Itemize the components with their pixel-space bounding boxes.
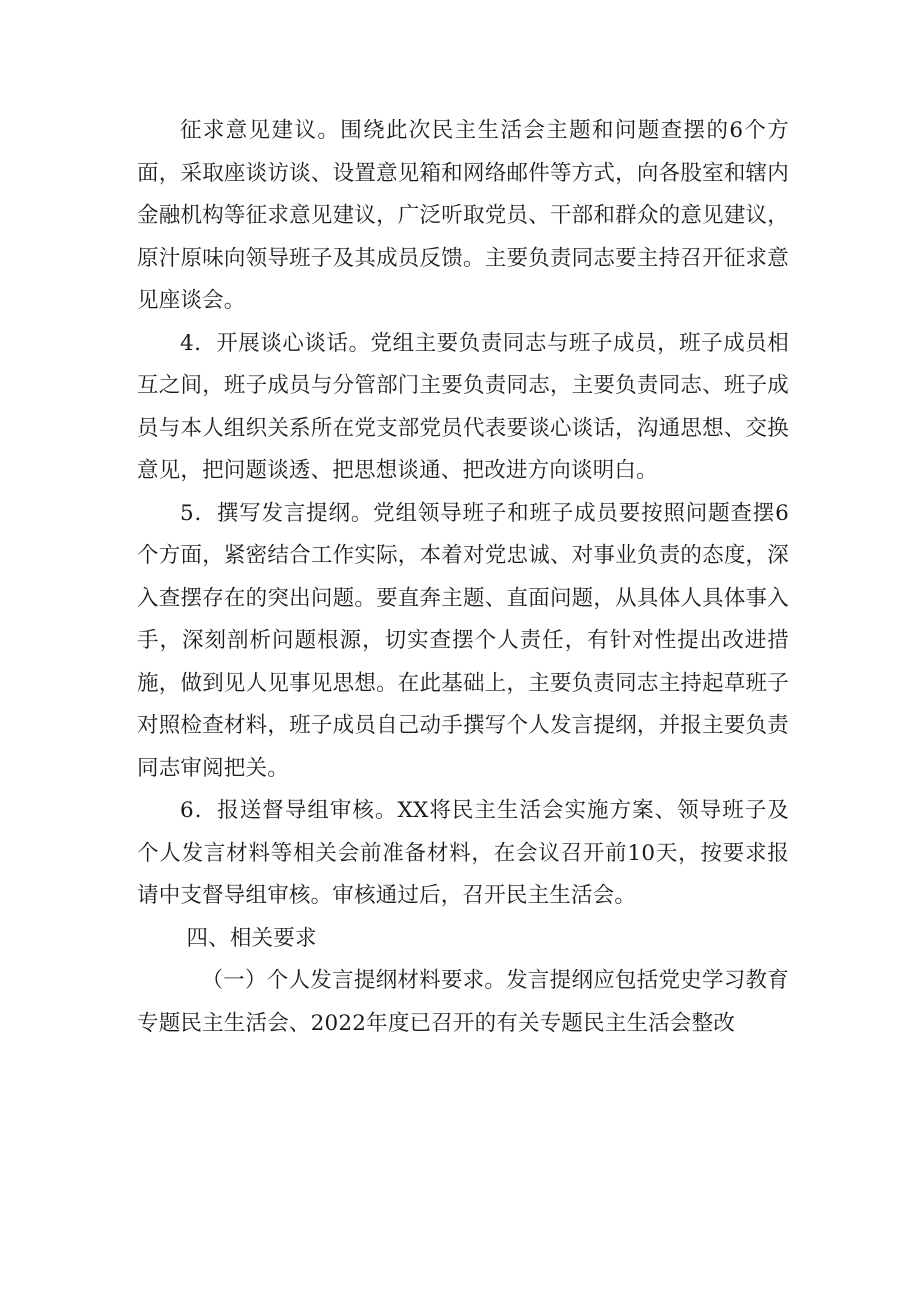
document-body: [137, 110, 789, 1045]
paragraph-solicit-opinions: 征求意见建议。围绕此次民主生活会主题和问题查摆的6个方面，采取座谈访谈、设置意见箱和网络邮件等方式，向各股室和辖内金融机构等征求意见建议，广泛听取党员、干部和群众的意见建议，原汁原味向领导班子及其成员反馈。主要负责同志要主持召开征求意见座谈会。: [137, 118, 789, 313]
paragraph-speech-outline: 5．撰写发言提纲。党组领导班子和班子成员要按照问题查摆6个方面，紧密结合工作实际，本着对党忠诚、对事业负责的态度，深入查摆存在的突出问题。要直奔主题、直面问题，从具体人具体事入手，深刻剖析问题根源，切实查摆个人责任，有针对性提出改进措施，做到见人见事见思想。在此基础上，主要负责同志主持起草班子对照检查材料，班子成员自己动手撰写个人发言提纲，并报主要负责同志审阅把关。: [137, 500, 789, 781]
paragraph-heart-to-heart-talks: 4．开展谈心谈话。党组主要负责同志与班子成员，班子成员相互之间，班子成员与分管部门主要负责同志，主要负责同志、班子成员与本人组织关系所在党支部党员代表要谈心谈话，沟通思想、交换意见，把问题谈透、把思想谈通、把改进方向谈明白。: [137, 330, 789, 483]
section-heading-requirements: 四、相关要求: [186, 925, 317, 951]
paragraph-outline-requirements: （一）个人发言提纲材料要求。发言提纲应包括党史学习教育专题民主生活会、2022年度已召开的有关专题民主生活会整改: [137, 968, 789, 1036]
paragraph-submit-review: 6．报送督导组审核。XX将民主生活会实施方案、领导班子及个人发言材料等相关会前准备材料，在会议召开前10天，按要求报请中支督导组审核。审核通过后，召开民主生活会。: [137, 798, 789, 908]
